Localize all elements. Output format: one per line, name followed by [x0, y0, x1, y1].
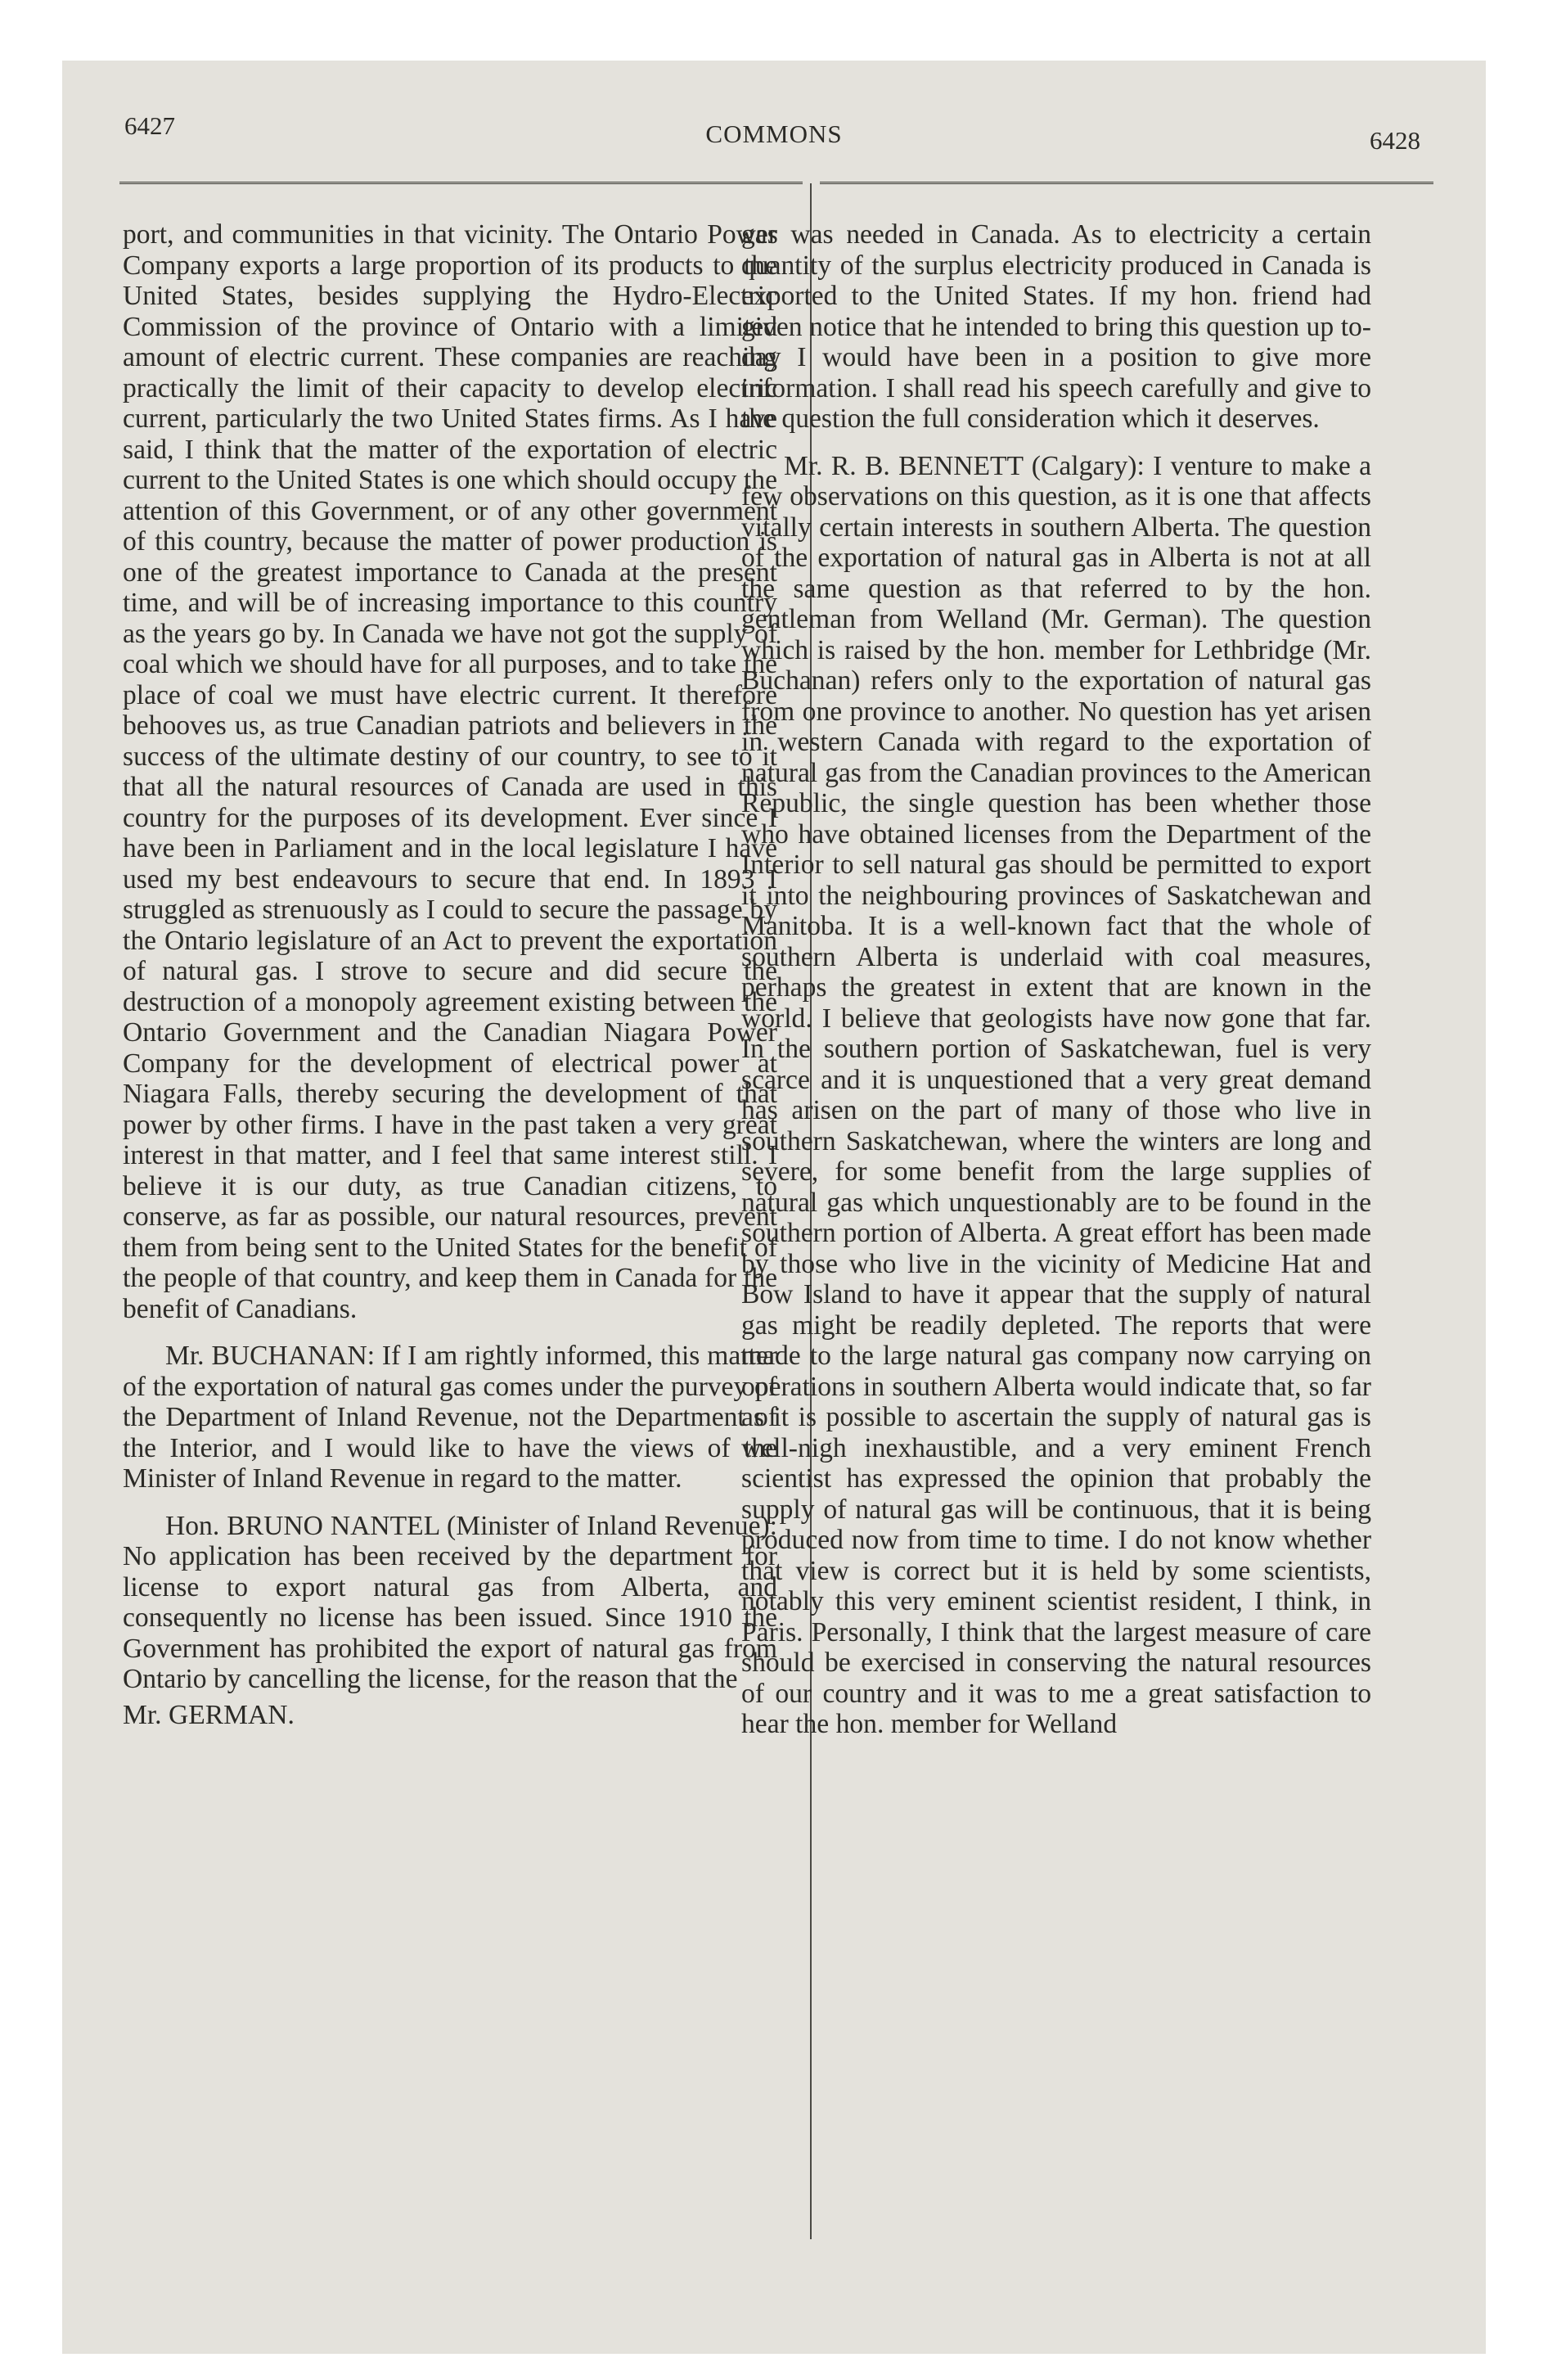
right-paragraph-1: gas was needed in Canada. As to electricity a certain quantity of the surplus electricity produced in Canada is exported to the United States. If my hon. friend had given notice that he intended to bring this question up to-day I would have been in a position to give more information. I shall read his speech carefully and give to the question the full consideration which it deserves. [741, 219, 1371, 434]
left-paragraph-buchanan: Mr. BUCHANAN: If I am rightly informed, this matter of the exportation of natural gas comes under the purvey of the Department of Inland Revenue, not the Department of the Interior, and I would like to have the views of the Minister of Inland Revenue in regard to the matter. [123, 1341, 777, 1494]
right-paragraph-bennett: Mr. R. B. BENNETT (Calgary): I venture to make a few observations on this question, as it is one that affects vitally certain interests in southern Alberta. The question of the exportation of natural gas in Alberta is not at all the same question as that referred to by the hon. gentleman from Welland (Mr. German). The question which is raised by the hon. member for Lethbridge (Mr. Buchanan) refers only to the exportation of natural gas from one province to another. No question has yet arisen in western Canada with regard to the exportation of natural gas from the Canadian provinces to the American Republic, the single question has been whether those who have obtained licenses from the Department of the Interior to sell natural gas should be permitted to export it into the neighbouring provinces of Saskatchewan and Manitoba. It is a well-known fact that the whole of southern Alberta is underlaid with coal measures, perhaps the greatest in extent that are known in the world. I believe that geologists have now gone that far. In the southern portion of Saskatchewan, fuel is very scarce and it is unquestioned that a very great demand has arisen on the part of many of those who live in southern Saskatchewan, where the winters are long and severe, for some benefit from the large supplies of natural gas which unquestionably are to be found in the southern portion of Alberta. A great effort has been made by those who live in the vicinity of Medicine Hat and Bow Island to have it appear that the supply of natural gas might be readily depleted. The reports that were made to the large natural gas company now carrying on operations in southern Alberta would indicate that, so far as it is possible to ascertain the supply of natural gas is well-nigh inexhaustible, and a very eminent French scientist has expressed the opinion that probably the supply of natural gas will be continuous, that it is being produced now from time to time. I do not know whether that view is correct but it is held by some scientists, notably this very eminent scientist resident, I think, in Paris. Personally, I think that the largest measure of care should be exercised in conserving the natural resources of our country and it was to me a great satisfaction to hear the hon. member for Welland [741, 450, 1371, 1739]
scanned-page [62, 61, 1486, 2354]
left-column [123, 219, 777, 1730]
header-rule-left [119, 182, 803, 187]
page-number-right: 6428 [1370, 126, 1420, 155]
page-number-left: 6427 [124, 111, 175, 140]
header-rule-right [820, 182, 1433, 187]
left-paragraph-nantel: Hon. BRUNO NANTEL (Minister of Inland Revenue): No application has been received by the department for license to export natural gas from Alberta, and consequently no license has been issued. Since 1910 the Government has prohibited the export of natural gas from Ontario by cancelling the license, for the reason that the [123, 1510, 777, 1694]
running-title: COMMONS [705, 119, 843, 148]
left-column-trailer: Mr. GERMAN. [123, 1699, 295, 1730]
page-header [62, 61, 1486, 192]
right-column [741, 219, 1371, 1740]
left-paragraph-1: port, and communities in that vicinity. The Ontario Power Company exports a large proportion of its products to the United States, besides supplying the Hydro-Electric Commission of the province of Ontario with a limited amount of electric current. These companies are reaching practically the limit of their capacity to develop electric current, particularly the two United States firms. As I have said, I think that the matter of the exportation of electric current to the United States is one which should occupy the attention of this Government, or of any other government of this country, because the matter of power production is one of the greatest importance to Canada at the present time, and will be of increasing importance to this country as the years go by. In Canada we have not got the supply of coal which we should have for all purposes, and to take the place of coal we must have electric current. It therefore behooves us, as true Canadian patriots and believers in the success of the ultimate destiny of our country, to see to it that all the natural resources of Canada are used in this country for the purposes of its development. Ever since I have been in Parliament and in the local legislature I have used my best endeavours to secure that end. In 1893 I struggled as strenuously as I could to secure the passage by the Ontario legislature of an Act to prevent the exportation of natural gas. I strove to secure and did secure the destruction of a monopoly agreement existing between the Ontario Government and the Canadian Niagara Power Company for the development of electrical power at Niagara Falls, thereby securing the development of that power by other firms. I have in the past taken a very great interest in that matter, and I feel that same interest still. I believe it is our duty, as true Canadian citizens, to conserve, as far as possible, our natural resources, prevent them from being sent to the United States for the benefit of the people of that country, and keep them in Canada for the benefit of Canadians. [123, 219, 777, 1324]
